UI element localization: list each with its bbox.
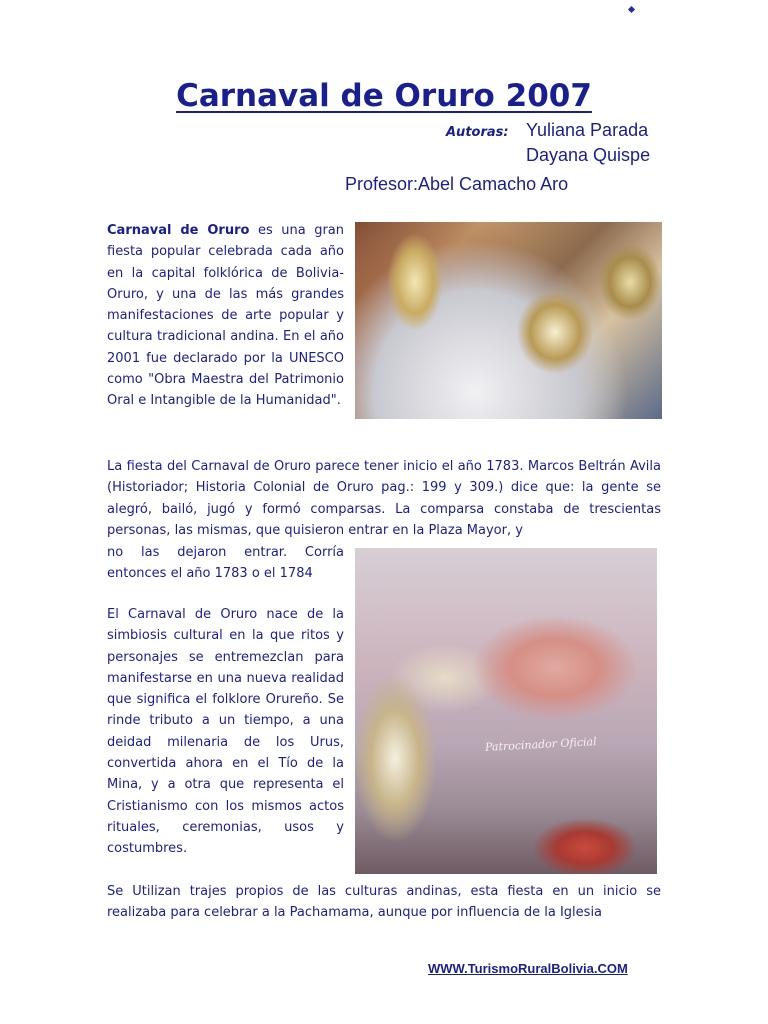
brass-band-photo [355, 222, 662, 419]
paragraph-intro [107, 220, 344, 412]
author-name: Dayana Quispe [526, 145, 651, 165]
paragraph-origin: El Carnaval de Oruro nace de la simbiosis cultural en la que ritos y personajes se entremezclan para manifestarse en una nueva realidad que significa el folklore Orureño. Se rinde tributo a un tiempo, a una deidad milenaria de los Urus, convertida ahora en el Tío de la Mina, y a otra que representa el Cristianismo con los mismos actos rituales, ceremonias, usos y costumbres. [107, 607, 344, 857]
professor-name: Profesor:Abel Camacho Aro [345, 174, 569, 194]
dancers-photo [355, 548, 657, 874]
paragraph-costumes: Se Utilizan trajes propios de las culturas andinas, esta fiesta en un inicio se realizaba para celebrar a la Pachamama, aunque por influencia de la Iglesia [107, 884, 661, 921]
paragraph-text: es una gran fiesta popular celebrada cada año en la capital folklórica de Bolivia-Oruro, y una de las más grandes manifestaciones de arte popular y cultura tradicional andina. En el año 2001 fue declarado por la UNESCO como "Obra Maestra del Patrimonio Oral e Intangible de la Humanidad". [107, 223, 344, 409]
paragraph-history-continued: no las dejaron entrar. Corría entonces el año 1783 o el 1784 [107, 545, 344, 582]
document-title: Carnaval de Oruro 2007 [176, 78, 592, 114]
bullet-mark [628, 6, 635, 13]
footer-website-link[interactable]: WWW.TurismoRuralBolivia.COM [428, 961, 628, 976]
author-name: Yuliana Parada [526, 120, 649, 140]
paragraph-history: La fiesta del Carnaval de Oruro parece tener inicio el año 1783. Marcos Beltrán Avila (Historiador; Historia Colonial de Oruro pag.: 199 y 309.) dice que: la gente se alegró, bailó, jugó y formó comparsas. La comparsa constaba de trescientas personas, las mismas, que quisieron entrar en la Plaza Mayor, y [107, 459, 661, 538]
photo-caption: Patrocinador Oficial [484, 735, 597, 754]
authors-label: Autoras: [446, 125, 509, 140]
paragraph-lead: Carnaval de Oruro [107, 223, 250, 238]
